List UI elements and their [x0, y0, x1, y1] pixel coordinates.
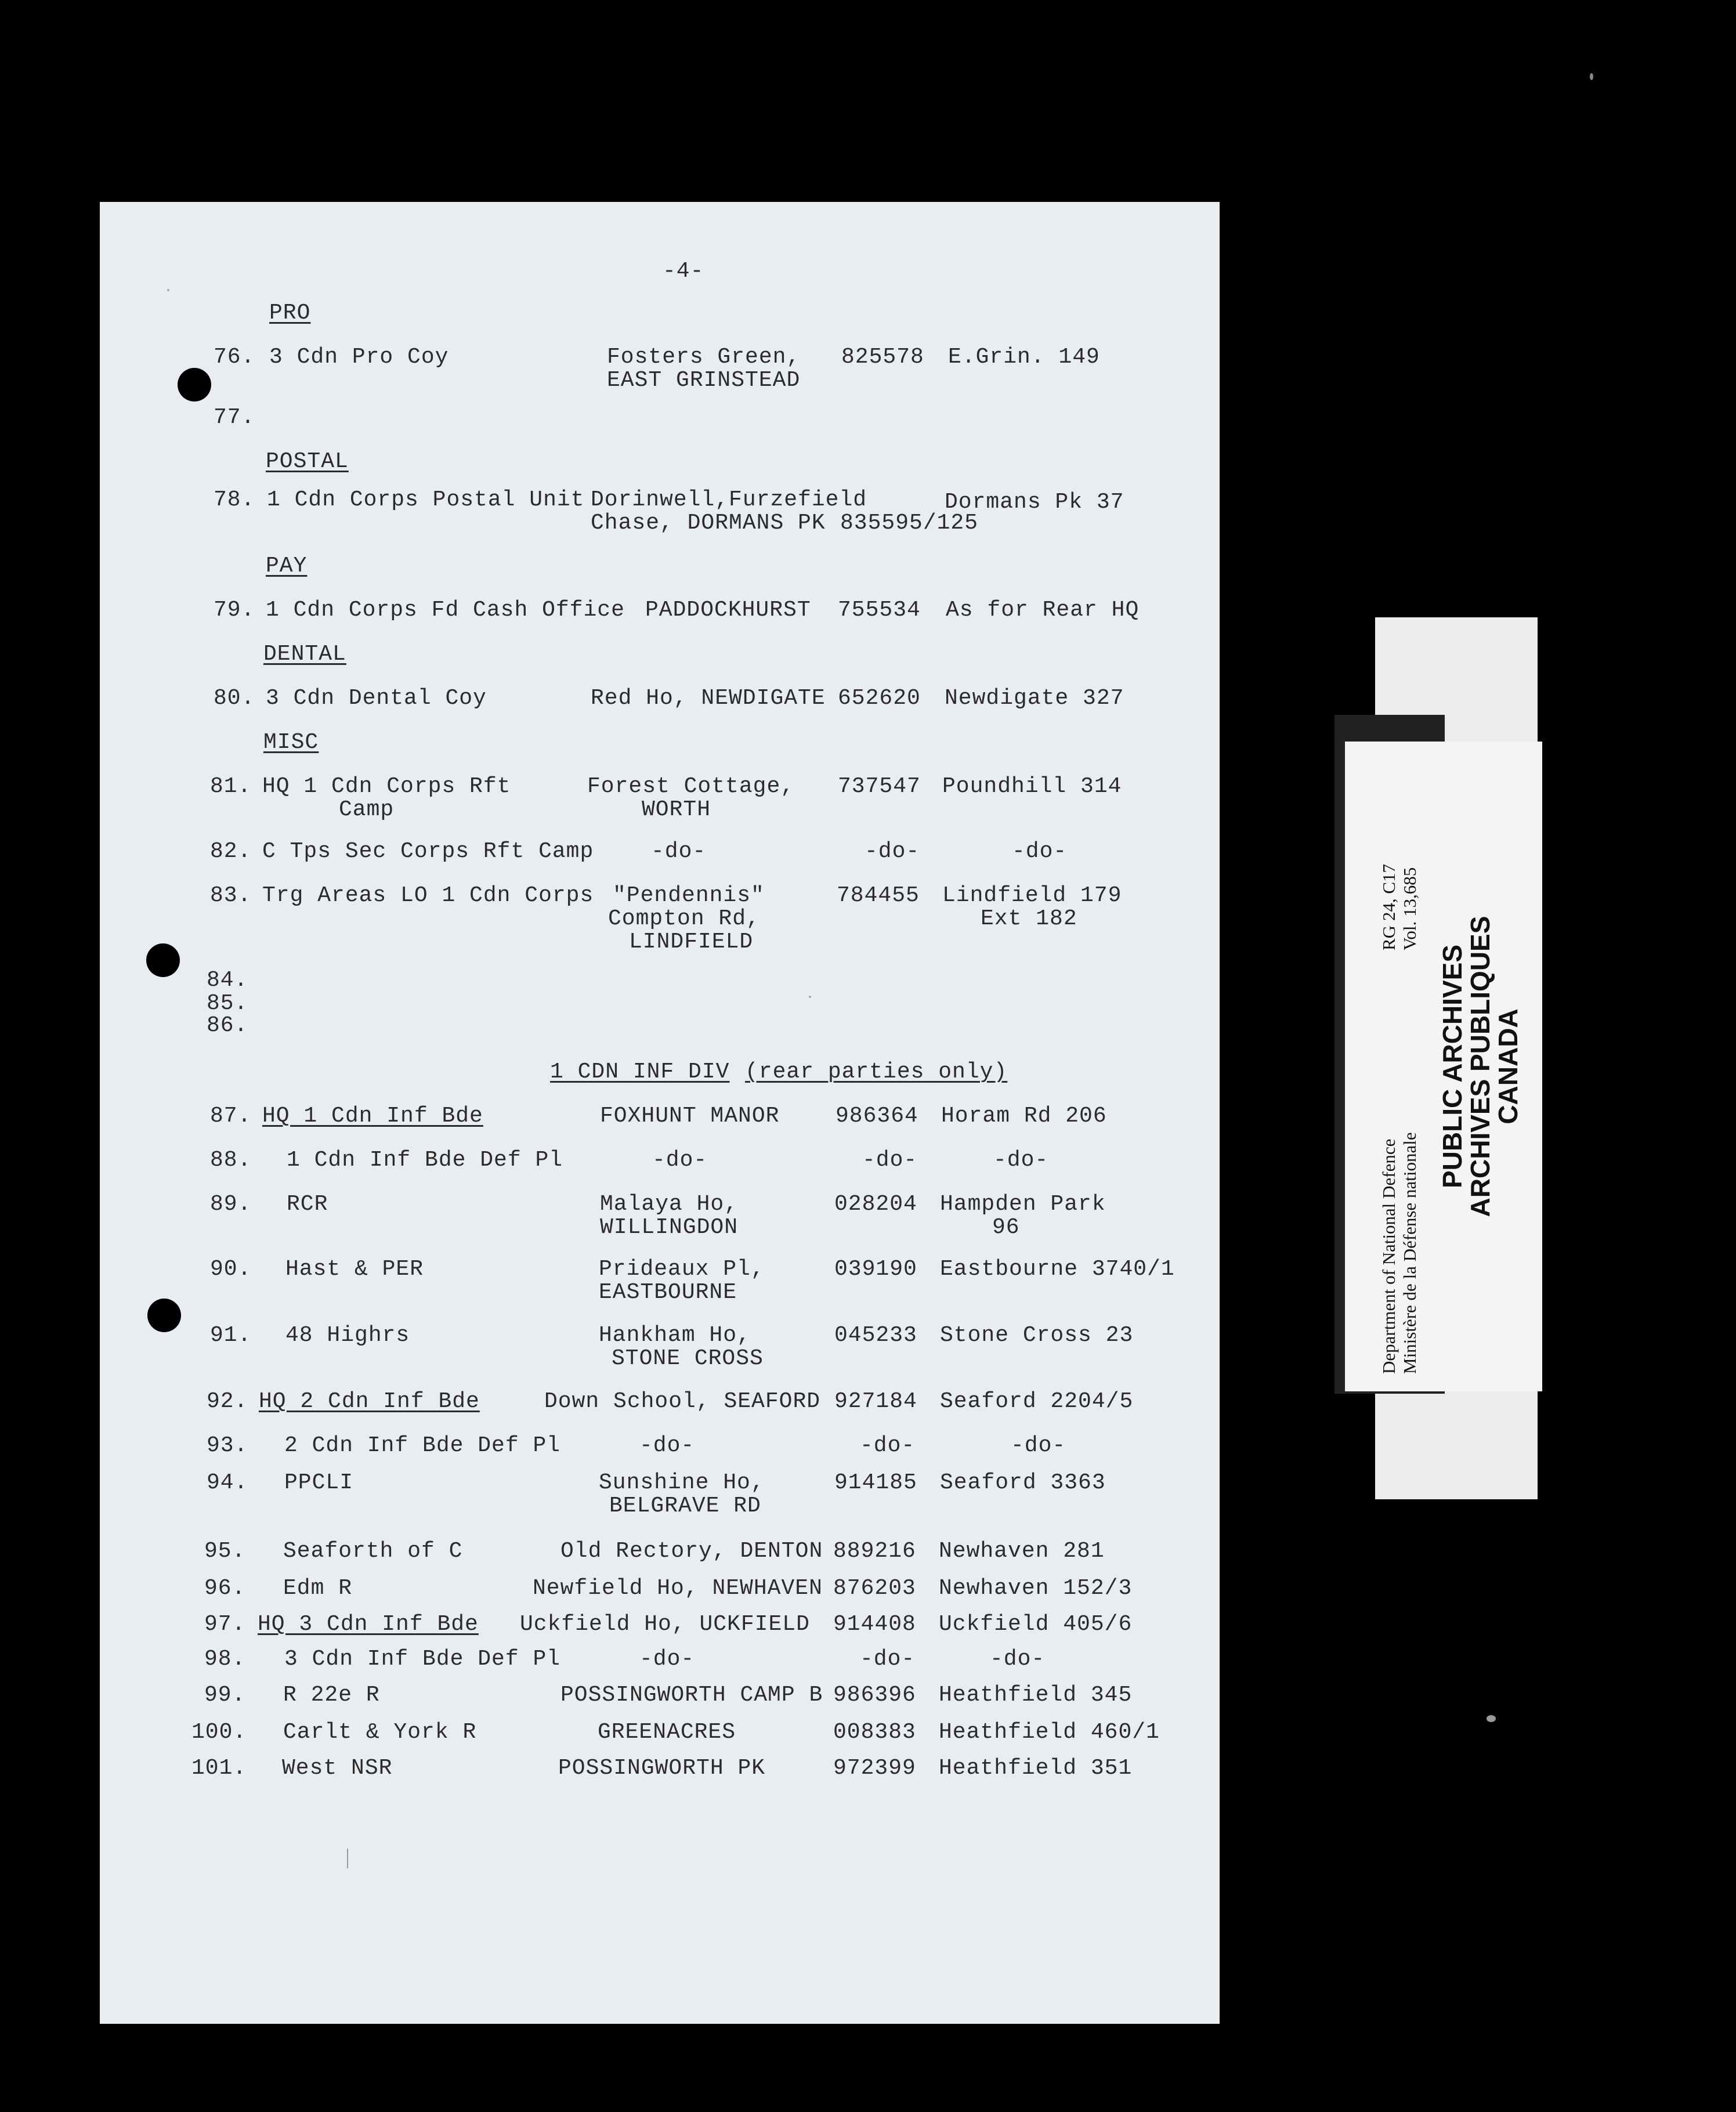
unit-name: PPCLI — [284, 1470, 354, 1495]
row-number: 101. — [191, 1756, 247, 1781]
row-number: 84. — [207, 968, 248, 993]
location-line: Down School, SEAFORD — [544, 1389, 821, 1414]
telephone: Seaford 2204/5 — [940, 1389, 1134, 1414]
location-line: -do- — [639, 1647, 695, 1672]
row-number: 79. — [214, 598, 255, 623]
section-heading-pro: PRO — [269, 301, 311, 326]
division-heading: 1 CDN INF DIV — [550, 1059, 730, 1084]
map-reference: 914185 — [834, 1470, 917, 1495]
location-line: WILLINGDON — [600, 1215, 739, 1240]
map-reference: -do- — [862, 1148, 918, 1173]
label-department-fr: Ministère de la Défense nationale — [1399, 1132, 1420, 1374]
row-number: 91. — [210, 1323, 252, 1348]
telephone: Newhaven 281 — [939, 1539, 1105, 1564]
row-number: 97. — [204, 1612, 246, 1637]
row-number: 98. — [204, 1647, 246, 1672]
location-line: POSSINGWORTH CAMP B — [560, 1683, 823, 1708]
unit-name-continued: Camp — [339, 797, 395, 822]
telephone: Poundhill 314 — [942, 774, 1122, 799]
unit-name: HQ 1 Cdn Inf Bde — [262, 1104, 483, 1129]
telephone: -do- — [1011, 1433, 1066, 1458]
telephone-extension: Ext 182 — [981, 906, 1077, 931]
telephone-continued: 96 — [992, 1215, 1020, 1240]
map-reference: -do- — [860, 1433, 916, 1458]
location-line: EASTBOURNE — [599, 1280, 737, 1305]
row-number: 80. — [214, 686, 255, 711]
telephone: Newhaven 152/3 — [939, 1576, 1133, 1601]
row-number: 76. — [214, 345, 255, 370]
paper-speck — [809, 996, 811, 998]
punch-hole — [146, 943, 180, 977]
telephone: Eastbourne 3740/1 — [940, 1257, 1175, 1282]
unit-name: West NSR — [282, 1756, 393, 1781]
location-line: Compton Rd, — [608, 906, 760, 931]
location-line: Fosters Green, — [607, 345, 801, 370]
background-speck — [1590, 73, 1593, 80]
unit-name: Edm R — [283, 1576, 353, 1601]
map-reference: 039190 — [834, 1257, 917, 1282]
row-number: 88. — [210, 1148, 252, 1173]
row-number: 82. — [210, 839, 252, 864]
unit-name: HQ 3 Cdn Inf Bde — [258, 1612, 479, 1637]
map-reference: 028204 — [834, 1192, 917, 1217]
section-heading-postal: POSTAL — [266, 449, 349, 474]
row-number: 87. — [210, 1104, 252, 1129]
location-line: LINDFIELD — [629, 930, 754, 954]
unit-name: 3 Cdn Pro Coy — [269, 345, 449, 370]
row-number: 81. — [210, 774, 252, 799]
map-reference: 784455 — [837, 883, 920, 908]
row-number: 99. — [204, 1683, 246, 1708]
row-number: 92. — [207, 1389, 248, 1414]
telephone: E.Grin. 149 — [948, 345, 1100, 370]
unit-name: C Tps Sec Corps Rft Camp — [262, 839, 594, 864]
location-line: GREENACRES — [598, 1720, 736, 1745]
map-reference: 927184 — [834, 1389, 917, 1414]
location-line: Prideaux Pl, — [599, 1257, 765, 1282]
map-reference: -do- — [860, 1647, 916, 1672]
telephone: Dormans Pk 37 — [945, 490, 1124, 515]
row-number: 90. — [210, 1257, 252, 1282]
map-reference: 914408 — [833, 1612, 916, 1637]
row-number: 96. — [204, 1576, 246, 1601]
row-number: 100. — [191, 1720, 247, 1745]
location-line: Forest Cottage, — [587, 774, 795, 799]
row-number: 93. — [207, 1433, 248, 1458]
location-line: Malaya Ho, — [600, 1192, 739, 1217]
telephone: Newdigate 327 — [945, 686, 1124, 711]
location-line: -do- — [639, 1433, 695, 1458]
unit-name: Trg Areas LO 1 Cdn Corps — [262, 883, 594, 908]
row-number: 78. — [214, 487, 255, 512]
location-line: -do- — [652, 1148, 708, 1173]
paper-mark — [347, 1849, 348, 1868]
unit-name: 2 Cdn Inf Bde Def Pl — [284, 1433, 561, 1458]
map-reference: 008383 — [833, 1720, 916, 1745]
map-reference: -do- — [865, 839, 920, 864]
telephone: -do- — [993, 1148, 1049, 1173]
map-reference: 652620 — [838, 686, 921, 711]
telephone: Stone Cross 23 — [940, 1323, 1134, 1348]
section-heading-dental: DENTAL — [263, 642, 346, 667]
location-line: Chase, DORMANS PK — [591, 511, 826, 536]
section-heading-pay: PAY — [266, 554, 308, 578]
telephone: Hampden Park — [940, 1192, 1106, 1217]
paper-speck — [167, 289, 169, 291]
location-line: Dorinwell,Furzefield — [591, 487, 867, 512]
telephone: Uckfield 405/6 — [939, 1612, 1133, 1637]
location-line: WORTH — [642, 797, 711, 822]
map-reference: 755534 — [838, 598, 921, 623]
location-line: BELGRAVE RD — [609, 1493, 761, 1518]
label-reference-group: RG 24, C17 — [1379, 864, 1399, 950]
map-reference: 825578 — [841, 345, 924, 370]
telephone: Heathfield 460/1 — [939, 1720, 1160, 1745]
map-reference: 889216 — [833, 1539, 916, 1564]
telephone: Heathfield 351 — [939, 1756, 1133, 1781]
telephone: Seaford 3363 — [940, 1470, 1106, 1495]
unit-name: Hast & PER — [285, 1257, 424, 1282]
unit-name: HQ 1 Cdn Corps Rft — [262, 774, 511, 799]
row-number: 83. — [210, 883, 252, 908]
location-line: "Pendennis" — [613, 883, 765, 908]
archive-label — [1345, 742, 1542, 1391]
map-reference: 986396 — [833, 1683, 916, 1708]
map-reference: 737547 — [838, 774, 921, 799]
unit-name: 3 Cdn Inf Bde Def Pl — [284, 1647, 561, 1672]
location-line: POSSINGWORTH PK — [558, 1756, 766, 1781]
location-line: FOXHUNT MANOR — [600, 1104, 780, 1129]
section-heading-misc: MISC — [263, 730, 319, 755]
unit-name: 3 Cdn Dental Coy — [266, 686, 487, 711]
location-line: Sunshine Ho, — [599, 1470, 765, 1495]
punch-hole — [147, 1299, 181, 1332]
location-line: Red Ho, NEWDIGATE — [591, 686, 826, 711]
document-page — [100, 202, 1220, 2024]
location-line: PADDOCKHURST — [645, 598, 811, 623]
map-reference: 876203 — [833, 1576, 916, 1601]
unit-name: HQ 2 Cdn Inf Bde — [259, 1389, 480, 1414]
map-reference: 045233 — [834, 1323, 917, 1348]
row-number: 77. — [214, 405, 255, 430]
row-number: 95. — [204, 1539, 246, 1564]
telephone: Horam Rd 206 — [941, 1104, 1107, 1129]
unit-name: Seaforth of C — [283, 1539, 463, 1564]
location-line: STONE CROSS — [612, 1346, 764, 1371]
map-reference: 986364 — [836, 1104, 918, 1129]
row-number: 85. — [207, 991, 248, 1016]
telephone: -do- — [990, 1647, 1046, 1672]
map-reference: 835595/125 — [840, 511, 979, 536]
location-line: Hankham Ho, — [599, 1323, 751, 1348]
telephone: Heathfield 345 — [939, 1683, 1133, 1708]
punch-hole — [178, 368, 211, 402]
map-reference: 972399 — [833, 1756, 916, 1781]
location-line: Uckfield Ho, UCKFIELD — [520, 1612, 810, 1637]
location-line: EAST GRINSTEAD — [607, 368, 801, 393]
row-number: 89. — [210, 1192, 252, 1217]
page-number: -4- — [663, 259, 704, 284]
unit-name: Carlt & York R — [283, 1720, 477, 1745]
unit-name: RCR — [287, 1192, 328, 1217]
division-heading-note: (rear parties only) — [745, 1059, 1008, 1084]
unit-name: R 22e R — [283, 1683, 380, 1708]
unit-name: 1 Cdn Corps Fd Cash Office — [266, 598, 625, 623]
location-line: -do- — [651, 839, 707, 864]
label-volume: Vol. 13,685 — [1399, 867, 1420, 950]
background-speck — [1487, 1715, 1496, 1722]
telephone: Lindfield 179 — [942, 883, 1122, 908]
unit-name: 1 Cdn Corps Postal Unit — [267, 487, 585, 512]
telephone: -do- — [1012, 839, 1068, 864]
label-country: CANADA — [1493, 1008, 1523, 1124]
location-line: Newfield Ho, NEWHAVEN — [533, 1576, 823, 1601]
label-archives-fr: ARCHIVES PUBLIQUES — [1465, 916, 1495, 1217]
row-number: 94. — [207, 1470, 248, 1495]
unit-name: 1 Cdn Inf Bde Def Pl — [287, 1148, 563, 1173]
row-number: 86. — [207, 1013, 248, 1038]
telephone: As for Rear HQ — [946, 598, 1140, 623]
label-archives-en: PUBLIC ARCHIVES — [1437, 945, 1467, 1188]
label-department-en: Department of National Defence — [1379, 1138, 1399, 1374]
unit-name: 48 Highrs — [285, 1323, 410, 1348]
location-line: Old Rectory, DENTON — [560, 1539, 823, 1564]
